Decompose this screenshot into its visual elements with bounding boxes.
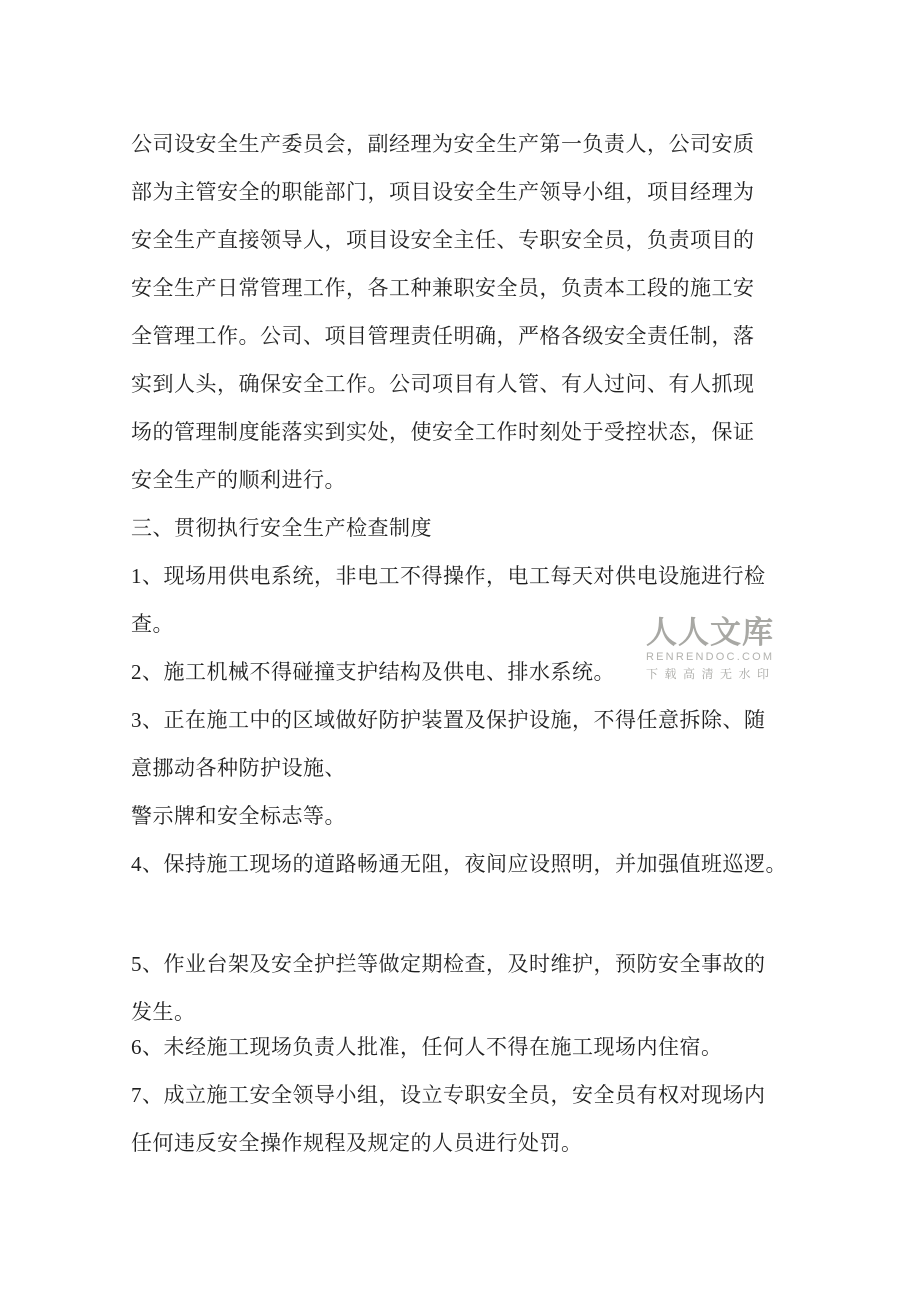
list-item-6: 6、未经施工现场负责人批准，任何人不得在施工现场内住宿。 — [131, 1035, 723, 1059]
list-item-1: 1、现场用供电系统，非电工不得操作，电工每天对供电设施进行检 — [131, 564, 766, 588]
list-item-7-continuation: 任何违反安全操作规程及规定的人员进行处罚。 — [131, 1131, 583, 1155]
list-item-3-continuation: 意挪动各种防护设施、 — [131, 756, 346, 780]
watermark-tagline-text: 下载高清无水印 — [646, 667, 776, 681]
list-item-1-continuation: 查。 — [131, 612, 174, 636]
paragraph-line: 安全生产的顺利进行。 — [131, 468, 346, 492]
list-item-3: 3、正在施工中的区域做好防护装置及保护设施，不得任意拆除、随 — [131, 708, 766, 732]
watermark-domain-text: RENRENDOC.COM — [646, 651, 775, 663]
list-item-5: 5、作业台架及安全护拦等做定期检查，及时维护，预防安全事故的 — [131, 952, 766, 976]
renrendoc-watermark — [646, 616, 796, 682]
paragraph-line: 安全生产直接领导人，项目设安全主任、专职安全员，负责项目的 — [131, 228, 755, 252]
paragraph-line: 实到人头，确保安全工作。公司项目有人管、有人过问、有人抓现 — [131, 372, 755, 396]
list-item-3-continuation: 警示牌和安全标志等。 — [131, 804, 346, 828]
list-item-2: 2、施工机械不得碰撞支护结构及供电、排水系统。 — [131, 660, 615, 684]
paragraph-line: 全管理工作。公司、项目管理责任明确，严格各级安全责任制，落 — [131, 324, 755, 348]
list-item-7: 7、成立施工安全领导小组，设立专职安全员，安全员有权对现场内 — [131, 1083, 766, 1107]
list-item-5-continuation: 发生。 — [131, 1000, 196, 1024]
list-item-4: 4、保持施工现场的道路畅通无阻，夜间应设照明，并加强值班巡逻。 — [131, 852, 787, 876]
watermark-logo-text: 人人文库 — [646, 615, 774, 650]
paragraph-line: 安全生产日常管理工作，各工种兼职安全员，负责本工段的施工安 — [131, 276, 755, 300]
paragraph-line: 公司设安全生产委员会，副经理为安全生产第一负责人，公司安质 — [131, 132, 755, 156]
section-heading: 三、贯彻执行安全生产检查制度 — [131, 516, 432, 540]
paragraph-line: 部为主管安全的职能部门，项目设安全生产领导小组，项目经理为 — [131, 180, 755, 204]
paragraph-line: 场的管理制度能落实到实处，使安全工作时刻处于受控状态，保证 — [131, 420, 755, 444]
